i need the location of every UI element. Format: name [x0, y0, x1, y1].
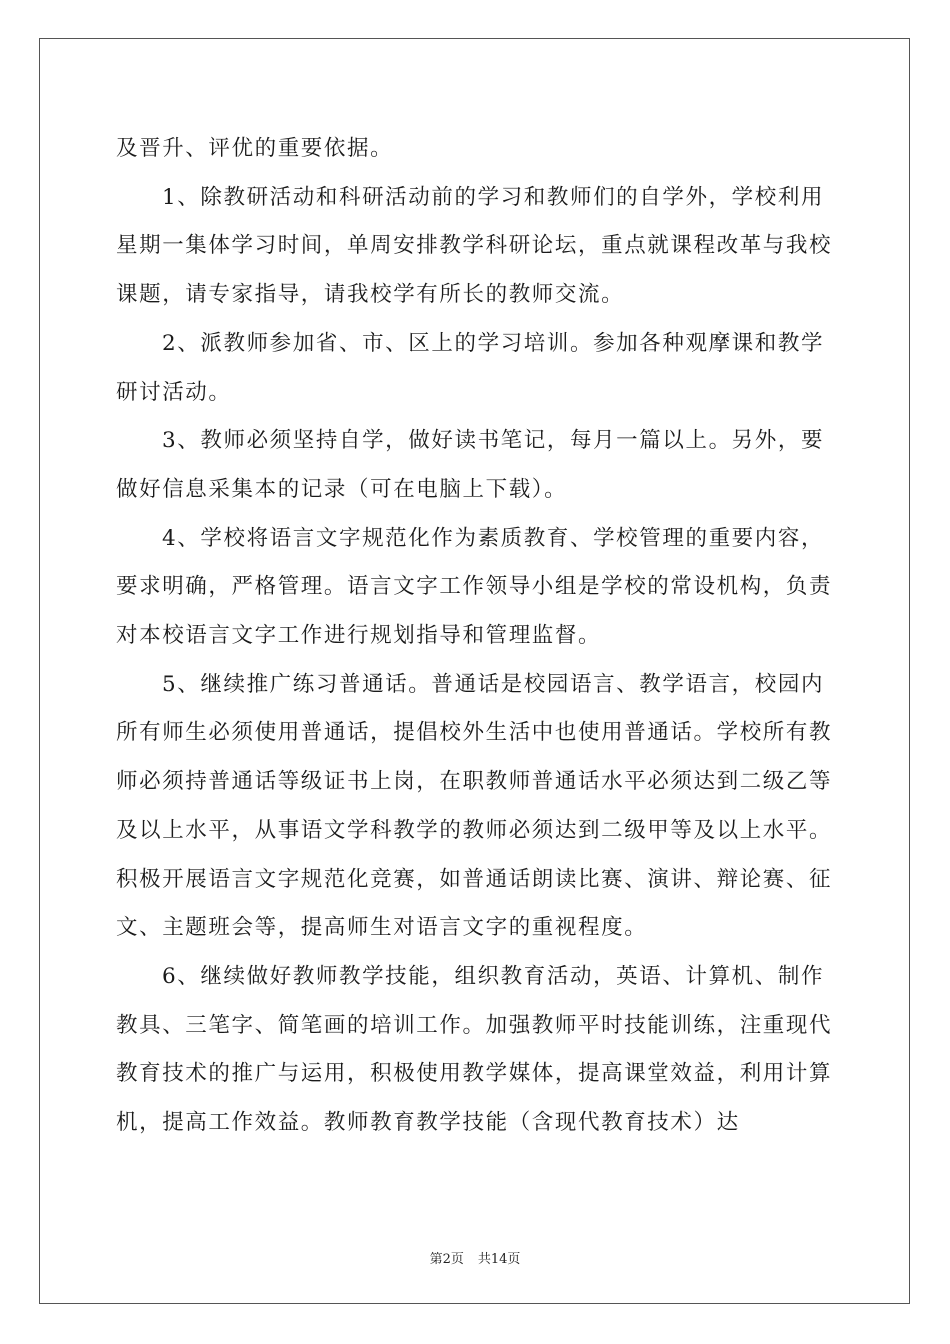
page-footer — [0, 1248, 950, 1267]
paragraph: 3、教师必须坚持自学，做好读书笔记，每月一篇以上。另外，要做好信息采集本的记录（可在电脑上下载）。 — [116, 428, 825, 502]
paragraph: 及晋升、评优的重要依据。 — [116, 136, 394, 161]
paragraph: 2、派教师参加省、市、区上的学习培训。参加各种观摩课和教学研讨活动。 — [116, 330, 825, 405]
paragraph: 1、除教研活动和科研活动前的学习和教师们的自学外，学校利用星期一集体学习时间，单周安排教学科研论坛，重点就课程改革与我校课题，请专家指导，请我校学有所长的教师交流。 — [116, 184, 833, 308]
paragraph: 4、学校将语言文字规范化作为素质教育、学校管理的重要内容，要求明确，严格管理。语言文字工作领导小组是学校的常设机构，负责对本校语言文字工作进行规划指导和管理监督。 — [116, 525, 833, 649]
page-total: 共14页 — [477, 1252, 521, 1267]
paragraph: 6、继续做好教师教学技能，组织教育活动，英语、计算机、制作教具、三笔字、简笔画的培训工作。加强教师平时技能训练，注重现代教育技术的推广与运用，积极使用教学媒体，提高课堂效益，利用计算机，提高工作效益。教师教育教学技能（含现代教育技术）达 — [116, 963, 833, 1136]
document-body — [116, 125, 836, 1148]
page-number: 第2页 — [429, 1252, 464, 1267]
paragraph: 5、继续推广练习普通话。普通话是校园语言、教学语言，校园内所有师生必须使用普通话，提倡校外生活中也使用普通话。学校所有教师必须持普通话等级证书上岗，在职教师普通话水平必须达到二级乙等及以上水平，从事语文学科教学的教师必须达到二级甲等及以上水平。积极开展语言文字规范化竞赛，如普通话朗读比赛、演讲、辩论赛、征文、主题班会等，提高师生对语言文字的重视程度。 — [116, 671, 833, 941]
